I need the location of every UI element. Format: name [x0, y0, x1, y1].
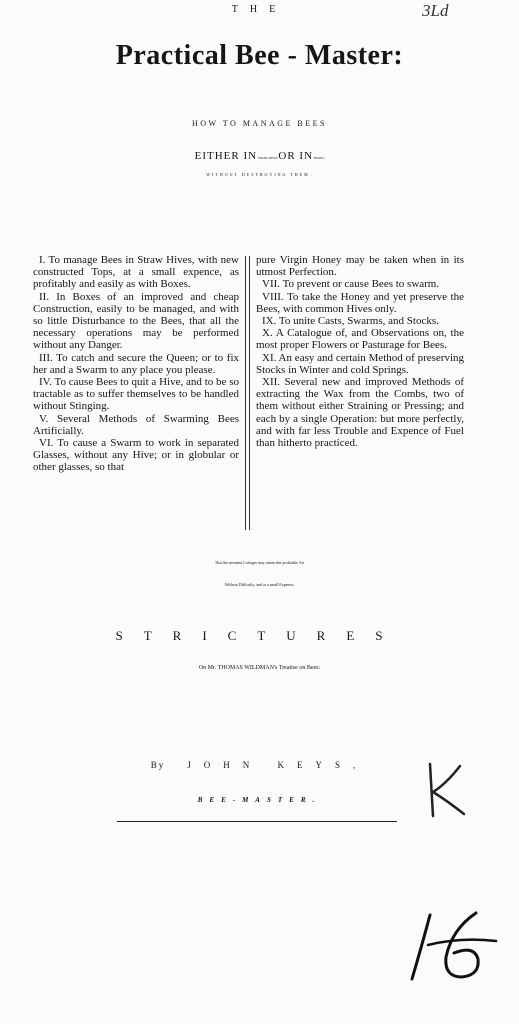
contents-item: VIII. To take the Honey and yet preserve the Bees, with common Hives only.	[256, 290, 464, 315]
column-divider	[245, 256, 246, 530]
contents-item: II. In Boxes of an improved and cheap Construction, easily to be managed, and with so little Disturbance to the Bees, that all the necessary operations may be performed without any Danger.	[33, 290, 239, 352]
subtitle-hives-b: BOXES,	[313, 156, 325, 160]
subtitle-without: WITHOUT DESTROYING THEM,	[206, 172, 313, 177]
strictures-heading: STRICTURES	[115, 628, 404, 643]
title-article: THE	[231, 4, 288, 15]
subtitle-hives	[0, 150, 519, 162]
contents-item: pure Virgin Honey may be taken when in its utmost Perfection.	[256, 254, 464, 279]
book-title: Practical Bee - Master:	[115, 40, 404, 71]
by-word: By	[150, 760, 166, 770]
contents-item: III. To catch and secure the Queen; or to fix her and a Swarm to any place you please.	[33, 351, 239, 376]
contents-item: V. Several Methods of Swarming Bees Artificially.	[33, 412, 239, 437]
handwritten-shelfmark: 3Ld	[422, 1, 449, 20]
contents-item: IV. To cause Bees to quit a Hive, and to be so tractable as to suffer themselves to be handled without Stinging.	[33, 376, 239, 413]
contents-right-column	[256, 254, 464, 449]
handwritten-k-mark	[420, 760, 468, 820]
difficulty-line: Without Difficulty, and at a small Expence;	[224, 582, 295, 587]
subtitle-main: HOW TO MANAGE BEES	[191, 119, 327, 128]
wildman-line: On Mr. THOMAS WILDMAN's Treatise on Bees:	[198, 665, 321, 671]
subtitle-hives-pre: EITHER IN	[194, 150, 258, 162]
subtitle-hives-a: STRAW HIVES	[257, 156, 278, 160]
meanest-line: That the meanest Cottager may attain this profitable Art	[214, 560, 305, 565]
contents-item: XII. Several new and improved Methods of extracting the Wax from the Combs, two of them without either Straining or Pressing; and each by a single Operation: but more perfectly, and with far less Trouble and Expence of Fuel than hitherto practiced.	[256, 376, 464, 450]
profession-rule	[117, 821, 397, 822]
author-profession: BEE-MASTER.	[197, 796, 322, 804]
contents-item: VI. To cause a Swarm to work in separated Glasses, without any Hive; or in globular or other glasses, so that	[33, 437, 239, 474]
handwritten-number-mark	[400, 905, 500, 985]
subtitle-hives-or: OR IN	[278, 150, 314, 162]
contents-item: X. A Catalogue of, and Observations on, the most proper Flowers or Pasturage for Bees.	[256, 327, 464, 352]
column-divider	[249, 256, 250, 530]
contents-left-column	[33, 254, 239, 474]
contents-item: I. To manage Bees in Straw Hives, with new constructed Tops, at a small expence, as profitably and easily as with Boxes.	[33, 254, 239, 291]
contents-item: VII. To prevent or cause Bees to swarm.	[262, 278, 440, 291]
contents-item: IX. To unite Casts, Swarms, and Stocks.	[262, 315, 439, 328]
author-name: JOHN KEYS,	[187, 760, 369, 770]
contents-item: XI. An easy and certain Method of preserving Stocks in Winter and cold Springs.	[256, 351, 464, 376]
